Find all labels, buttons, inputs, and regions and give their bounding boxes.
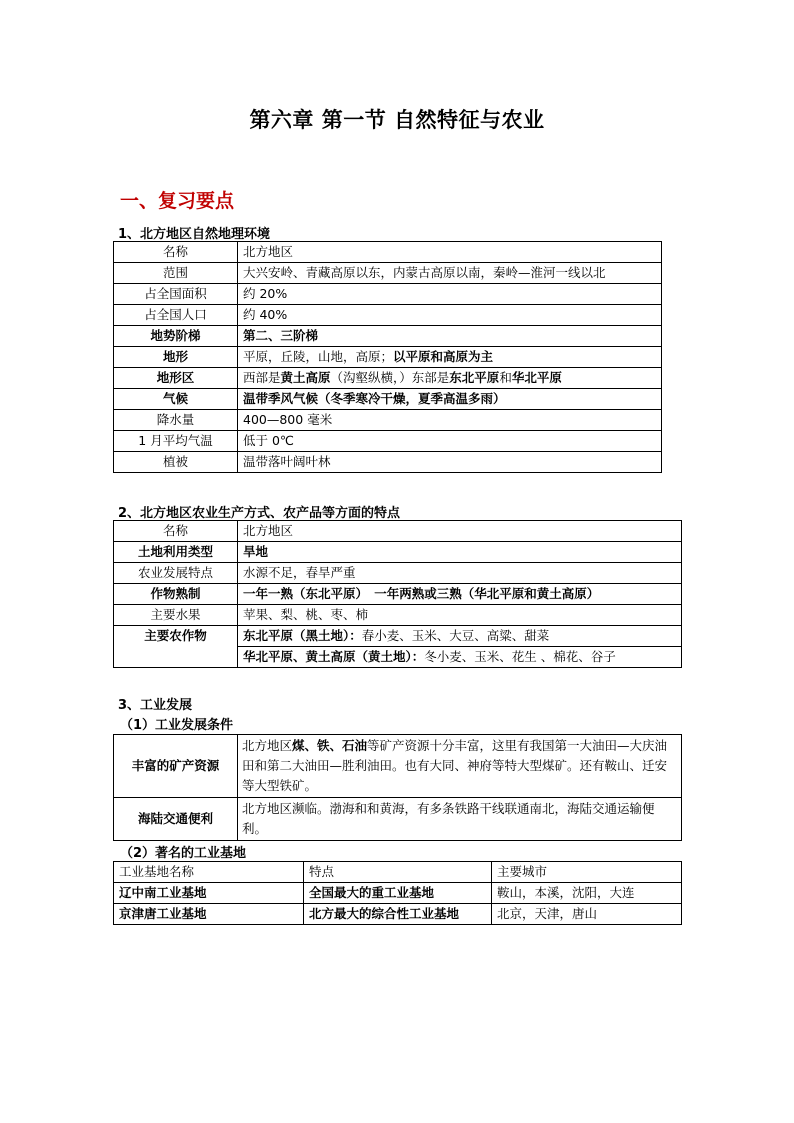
row-key: 主要水果 — [114, 605, 238, 626]
row-value: 旱地 — [238, 542, 682, 563]
base-feature: 全国最大的重工业基地 — [304, 883, 492, 904]
table-row — [114, 347, 662, 368]
text-part: 春小麦、玉米、大豆、高粱、甜菜 — [361, 628, 550, 643]
table-row — [114, 242, 662, 263]
row-value: 大兴安岭、青藏高原以东，内蒙古高原以南，秦岭—淮河一线以北 — [238, 263, 662, 284]
table-row — [114, 626, 682, 647]
text-part-bold: 煤、铁、石油 — [292, 738, 368, 753]
table-row — [114, 521, 682, 542]
row-key: 占全国面积 — [114, 284, 238, 305]
row-key: 气候 — [114, 389, 238, 410]
row-value: 低于 0℃ — [238, 431, 662, 452]
row-value — [238, 647, 682, 668]
text-part: 冬小麦、玉米、花生 、棉花、谷子 — [424, 649, 616, 664]
row-key: 地形区 — [114, 368, 238, 389]
text-part: 西部是 — [243, 370, 281, 385]
row-value: 北方地区濒临。渤海和和黄海，有多条铁路干线联通南北，海陆交通运输便利。 — [238, 798, 682, 841]
row-key: 作物熟制 — [114, 584, 238, 605]
table-row — [114, 263, 662, 284]
sub-heading-industrial-bases: （2）著名的工业基地 — [120, 846, 247, 861]
row-value: 水源不足，春旱严重 — [238, 563, 682, 584]
table-row — [114, 735, 682, 798]
text-part-bold: 东北平原 — [449, 370, 500, 385]
row-key: 范围 — [114, 263, 238, 284]
natural-environment-table — [113, 241, 662, 473]
text-part-bold: 华北平原、黄土高原（黄土地）： — [243, 649, 425, 664]
table-row — [114, 389, 662, 410]
row-value: 北方地区 — [238, 521, 682, 542]
column-header: 主要城市 — [492, 862, 682, 883]
section-heading-review: 一、复习要点 — [120, 190, 235, 212]
row-key: 土地利用类型 — [114, 542, 238, 563]
sub-heading-natural-environment: 1、北方地区自然地理环境 — [118, 227, 271, 242]
row-key: 海陆交通便利 — [114, 798, 238, 841]
row-key: 地形 — [114, 347, 238, 368]
agriculture-table — [113, 520, 682, 668]
table-row — [114, 904, 682, 925]
row-key: 名称 — [114, 521, 238, 542]
row-key: 农业发展特点 — [114, 563, 238, 584]
row-value — [238, 368, 662, 389]
row-value — [238, 735, 682, 798]
row-value: 约 20% — [238, 284, 662, 305]
row-key: 占全国人口 — [114, 305, 238, 326]
text-part: 和 — [499, 370, 512, 385]
row-key: 丰富的矿产资源 — [114, 735, 238, 798]
row-key: 主要农作物 — [114, 626, 238, 668]
table-row — [114, 305, 662, 326]
industry-conditions-table — [113, 734, 682, 841]
row-value — [238, 347, 662, 368]
text-part-bold: 黄土高原 — [280, 370, 331, 385]
row-value: 一年一熟（东北平原） 一年两熟或三熟（华北平原和黄土高原） — [238, 584, 682, 605]
text-part: （沟壑纵横，）东部是 — [330, 370, 450, 385]
text-part-bold: 华北平原 — [511, 370, 562, 385]
sub-heading-agriculture: 2、北方地区农业生产方式、农产品等方面的特点 — [118, 506, 401, 521]
page-title: 第六章 第一节 自然特征与农业 — [249, 108, 545, 132]
base-feature: 北方最大的综合性工业基地 — [304, 904, 492, 925]
row-value: 温带落叶阔叶林 — [238, 452, 662, 473]
text-part-bold: 东北平原（黑土地）： — [243, 628, 362, 643]
row-value: 约 40% — [238, 305, 662, 326]
text-part: 等矿产资源十分丰富，这里有我国第一大油田—大庆油田和第二大油田—胜利油田。也有大同、神府等特大型煤矿。还有鞍山、迁安等大型铁矿。 — [242, 738, 668, 793]
row-key: 地势阶梯 — [114, 326, 238, 347]
table-header-row — [114, 862, 682, 883]
row-key: 降水量 — [114, 410, 238, 431]
base-name: 京津唐工业基地 — [114, 904, 304, 925]
table-row — [114, 284, 662, 305]
table-row — [114, 605, 682, 626]
table-row — [114, 563, 682, 584]
industrial-bases-table — [113, 861, 682, 925]
text-part-bold: 以平原和高原为主 — [393, 349, 494, 364]
column-header: 特点 — [304, 862, 492, 883]
row-key: 1 月平均气温 — [114, 431, 238, 452]
row-value — [238, 626, 682, 647]
row-key: 名称 — [114, 242, 238, 263]
row-value: 400—800 毫米 — [238, 410, 662, 431]
row-value: 第二、三阶梯 — [238, 326, 662, 347]
table-row — [114, 584, 682, 605]
row-value: 温带季风气候（冬季寒冷干燥，夏季高温多雨） — [238, 389, 662, 410]
table-row — [114, 368, 662, 389]
row-value: 苹果、梨、桃、枣、柿 — [238, 605, 682, 626]
table-row — [114, 410, 662, 431]
row-key: 植被 — [114, 452, 238, 473]
base-name: 辽中南工业基地 — [114, 883, 304, 904]
column-header: 工业基地名称 — [114, 862, 304, 883]
sub-heading-industry-conditions: （1）工业发展条件 — [120, 718, 234, 733]
table-row — [114, 431, 662, 452]
row-value: 北方地区 — [238, 242, 662, 263]
text-part: 北方地区 — [242, 738, 293, 753]
table-row — [114, 326, 662, 347]
table-row — [114, 798, 682, 841]
text-part: 平原，丘陵，山地，高原； — [243, 349, 394, 364]
table-row — [114, 883, 682, 904]
table-row — [114, 452, 662, 473]
sub-heading-industry: 3、工业发展 — [118, 698, 193, 713]
base-cities: 鞍山，本溪，沈阳，大连 — [492, 883, 682, 904]
base-cities: 北京，天津，唐山 — [492, 904, 682, 925]
table-row — [114, 542, 682, 563]
